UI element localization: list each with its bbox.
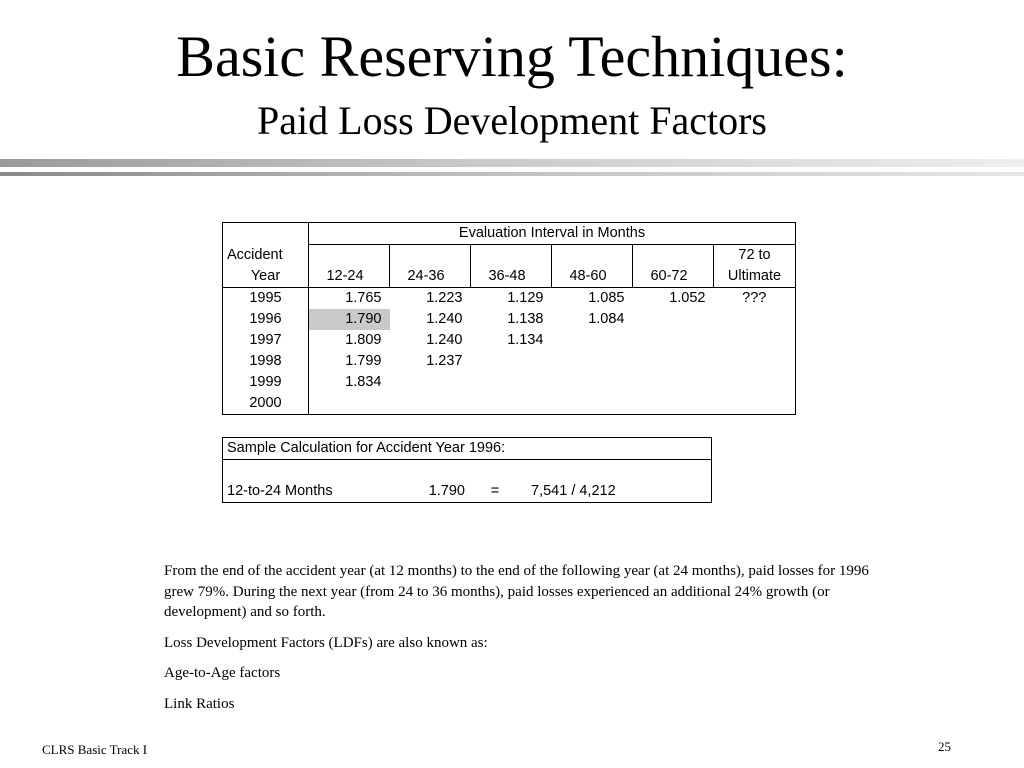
factor-cell: 1.129 bbox=[507, 290, 544, 306]
factor-cell bbox=[633, 309, 714, 330]
year-header: Year bbox=[223, 266, 309, 288]
slide-title: Basic Reserving Techniques: bbox=[176, 24, 848, 89]
factor-cell: 1.834 bbox=[345, 374, 382, 390]
accident-year-cell: 1997 bbox=[223, 330, 309, 351]
factor-cell bbox=[633, 351, 714, 372]
column-header: 48-60 bbox=[552, 266, 633, 288]
factor-cell: 1.237 bbox=[426, 353, 463, 369]
ldf-alias-item: Age-to-Age factors bbox=[164, 665, 281, 681]
evaluation-interval-header: Evaluation Interval in Months bbox=[309, 223, 796, 245]
ultimate-cell bbox=[714, 309, 796, 330]
column-header: 60-72 bbox=[633, 266, 714, 288]
table-row bbox=[223, 330, 796, 351]
factor-cell: 1.134 bbox=[507, 332, 544, 348]
accident-header: Accident bbox=[223, 245, 309, 267]
ldf-table bbox=[222, 222, 796, 415]
explanation-paragraph: From the end of the accident year (at 12 months) to the end of the following year (at 24 months), paid losses for 1996 grew 79%. During the next year (from 24 to 36 months), paid losses experienced an additional 24% growth (or development) and so forth. bbox=[164, 563, 869, 620]
factor-cell bbox=[471, 372, 552, 393]
corner-cell bbox=[223, 223, 309, 245]
ultimate-cell bbox=[714, 351, 796, 372]
title-rule-thin bbox=[0, 172, 1024, 176]
table-row bbox=[223, 372, 796, 393]
ldf-alias-item: Link Ratios bbox=[164, 695, 235, 712]
column-header: 12-24 bbox=[309, 266, 390, 288]
sample-calculation-table bbox=[222, 437, 712, 503]
factor-cell bbox=[309, 393, 390, 415]
explanation-text bbox=[164, 561, 884, 724]
ultimate-cell bbox=[714, 330, 796, 351]
ultimate-cell: ??? bbox=[714, 288, 796, 310]
ultimate-cell bbox=[714, 372, 796, 393]
table-row bbox=[223, 309, 796, 330]
factor-cell: 1.052 bbox=[669, 290, 706, 306]
factor-cell: 1.240 bbox=[426, 311, 463, 327]
highlighted-factor-cell: 1.790 bbox=[309, 309, 390, 330]
title-rule-thick bbox=[0, 159, 1024, 167]
accident-year-cell: 1995 bbox=[223, 288, 309, 310]
factor-cell: 1.765 bbox=[345, 290, 382, 306]
factor-cell bbox=[552, 393, 633, 415]
ultimate-cell bbox=[714, 393, 796, 415]
accident-year-cell: 1999 bbox=[223, 372, 309, 393]
factor-cell bbox=[633, 393, 714, 415]
accident-year-cell: 1996 bbox=[223, 309, 309, 330]
factor-cell: 1.240 bbox=[426, 332, 463, 348]
factor-cell bbox=[552, 330, 633, 351]
slide-subtitle: Paid Loss Development Factors bbox=[257, 98, 767, 143]
sample-interval-label: 12-to-24 Months bbox=[227, 483, 333, 499]
ultimate-header-line1: 72 to bbox=[714, 245, 796, 267]
column-header: 24-36 bbox=[390, 266, 471, 288]
factor-cell bbox=[471, 393, 552, 415]
factor-cell: 1.085 bbox=[588, 290, 625, 306]
factor-cell bbox=[552, 351, 633, 372]
factor-cell: 1.223 bbox=[426, 290, 463, 306]
table-row bbox=[223, 351, 796, 372]
ldf-alias-intro: Loss Development Factors (LDFs) are also known as: bbox=[164, 634, 488, 651]
factor-cell: 1.084 bbox=[588, 311, 625, 327]
equals-sign: = bbox=[490, 483, 500, 499]
footer-course-name: CLRS Basic Track I bbox=[42, 742, 148, 757]
factor-cell bbox=[552, 372, 633, 393]
accident-year-cell: 2000 bbox=[223, 393, 309, 415]
factor-cell bbox=[471, 351, 552, 372]
factor-cell: 1.138 bbox=[507, 311, 544, 327]
table-row bbox=[223, 288, 796, 310]
page-number: 25 bbox=[938, 739, 951, 754]
factor-cell: 1.809 bbox=[345, 332, 382, 348]
factor-cell bbox=[390, 393, 471, 415]
sample-factor: 1.790 bbox=[428, 483, 465, 499]
table-row bbox=[223, 393, 796, 415]
column-header: 36-48 bbox=[471, 266, 552, 288]
ultimate-header-line2: Ultimate bbox=[714, 266, 796, 288]
sample-calculation: 7,541 / 4,212 bbox=[531, 483, 616, 499]
factor-cell bbox=[633, 330, 714, 351]
factor-cell: 1.799 bbox=[345, 353, 382, 369]
factor-cell bbox=[390, 372, 471, 393]
accident-year-cell: 1998 bbox=[223, 351, 309, 372]
factor-cell bbox=[633, 372, 714, 393]
sample-calculation-heading: Sample Calculation for Accident Year 1996: bbox=[223, 438, 712, 460]
